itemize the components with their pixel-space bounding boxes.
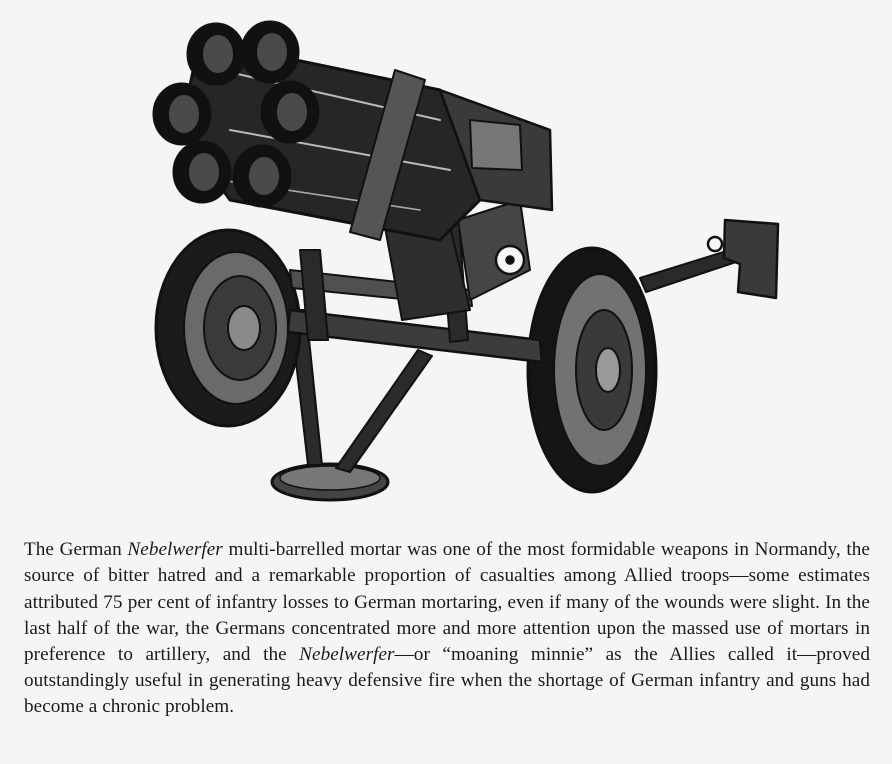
caption-term-nebelwerfer-2: Nebelwerfer xyxy=(299,644,395,665)
caption-text-2: multi-barrelled mortar was one of the most formidable weapons in Normandy, the source of bitter hatred and a remarkable proportion of casualties among Allied troops—some estimates attributed 75 per cent of infantry losses to German mortaring, even if many of the wounds were slight. In the last half of the war, the Germans concentrated more and more attention upon the massed use of mortars in preference to artillery, and the xyxy=(24,539,870,665)
caption-term-nebelwerfer-1: Nebelwerfer xyxy=(127,539,223,561)
caption-text-3: —or “moaning minnie” as the Allies called it—proved outstandingly useful in generating heavy defensive fire when the shortage of German infantry and guns had become a chronic problem. xyxy=(24,644,870,718)
right-wheel xyxy=(528,248,656,492)
caption-text-1: The German xyxy=(24,539,128,561)
trail-spade xyxy=(640,220,778,298)
left-wheel xyxy=(156,230,300,426)
nebelwerfer-illustration xyxy=(140,10,800,510)
caption-paragraph xyxy=(24,537,870,720)
